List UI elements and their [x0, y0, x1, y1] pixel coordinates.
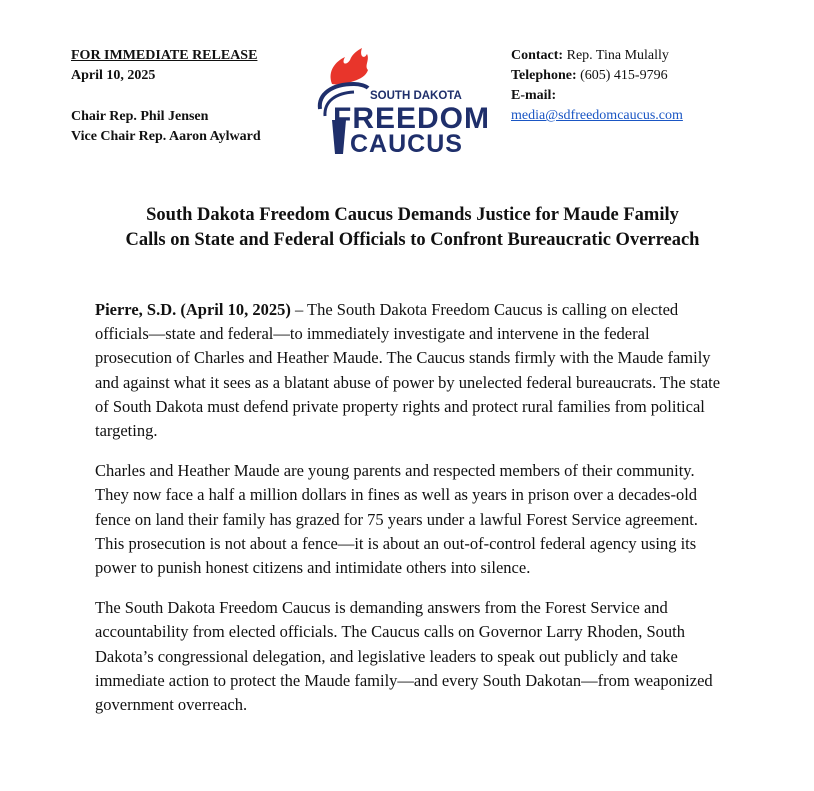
release-label: FOR IMMEDIATE RELEASE — [71, 48, 258, 63]
paragraph-1 — [95, 298, 725, 443]
press-release-body — [95, 298, 725, 733]
headline — [95, 203, 730, 252]
paragraph-2: Charles and Heather Maude are young parents and respected members of their community. They now face a half a million dollars in fines as well as years in prison over a decades-old fence on land their family has grazed for 75 years under a lawful Forest Service agreement. This prosecution is not about a fence—it is about an out-of-control federal agency using its power to punish honest citizens and intimidate others into silence. — [95, 461, 698, 578]
contact-value: Rep. Tina Mulally — [566, 48, 669, 63]
contact-block — [511, 46, 683, 126]
logo-state-text: SOUTH DAKOTA — [370, 90, 462, 102]
logo-word-caucus: CAUCUS — [350, 130, 463, 158]
telephone-label: Telephone: — [511, 68, 577, 83]
dateline: Pierre, S.D. (April 10, 2025) — [95, 300, 291, 319]
headline-line2: Calls on State and Federal Officials to Confront Bureaucratic Overreach — [125, 229, 700, 250]
torch-flame-icon — [331, 48, 368, 84]
email-link[interactable]: media@sdfreedomcaucus.com — [511, 108, 683, 123]
contact-label: Contact: — [511, 48, 564, 63]
release-date: April 10, 2025 — [71, 68, 156, 83]
logo-word-freedom: FREEDOM — [333, 102, 490, 135]
release-header — [71, 46, 261, 147]
freedom-caucus-logo — [312, 44, 492, 158]
headline-line1: South Dakota Freedom Caucus Demands Justice for Maude Family — [146, 205, 679, 225]
telephone-value: (605) 415-9796 — [580, 68, 668, 83]
email-label: E-mail: — [511, 88, 557, 103]
chair-name: Chair Rep. Phil Jensen — [71, 109, 209, 124]
paragraph-3: The South Dakota Freedom Caucus is demanding answers from the Forest Service and accountability from elected officials. The Caucus calls on Governor Larry Rhoden, South Dakota’s congressional delegation, and legislative leaders to speak out publicly and take immediate action to protect the Maude family—and every South Dakotan—from weaponized government overreach. — [95, 598, 713, 715]
vice-chair-name: Vice Chair Rep. Aaron Aylward — [71, 129, 261, 144]
paragraph-1-text: – The South Dakota Freedom Caucus is calling on elected officials—state and federal—to immediately investigate and intervene in the federal prosecution of Charles and Heather Maude. The Caucus stands firmly with the Maude family and against what it sees as a blatant abuse of power by unelected federal bureaucrats. The state of South Dakota must defend private property rights and protect rural families from political targeting. — [95, 300, 721, 441]
